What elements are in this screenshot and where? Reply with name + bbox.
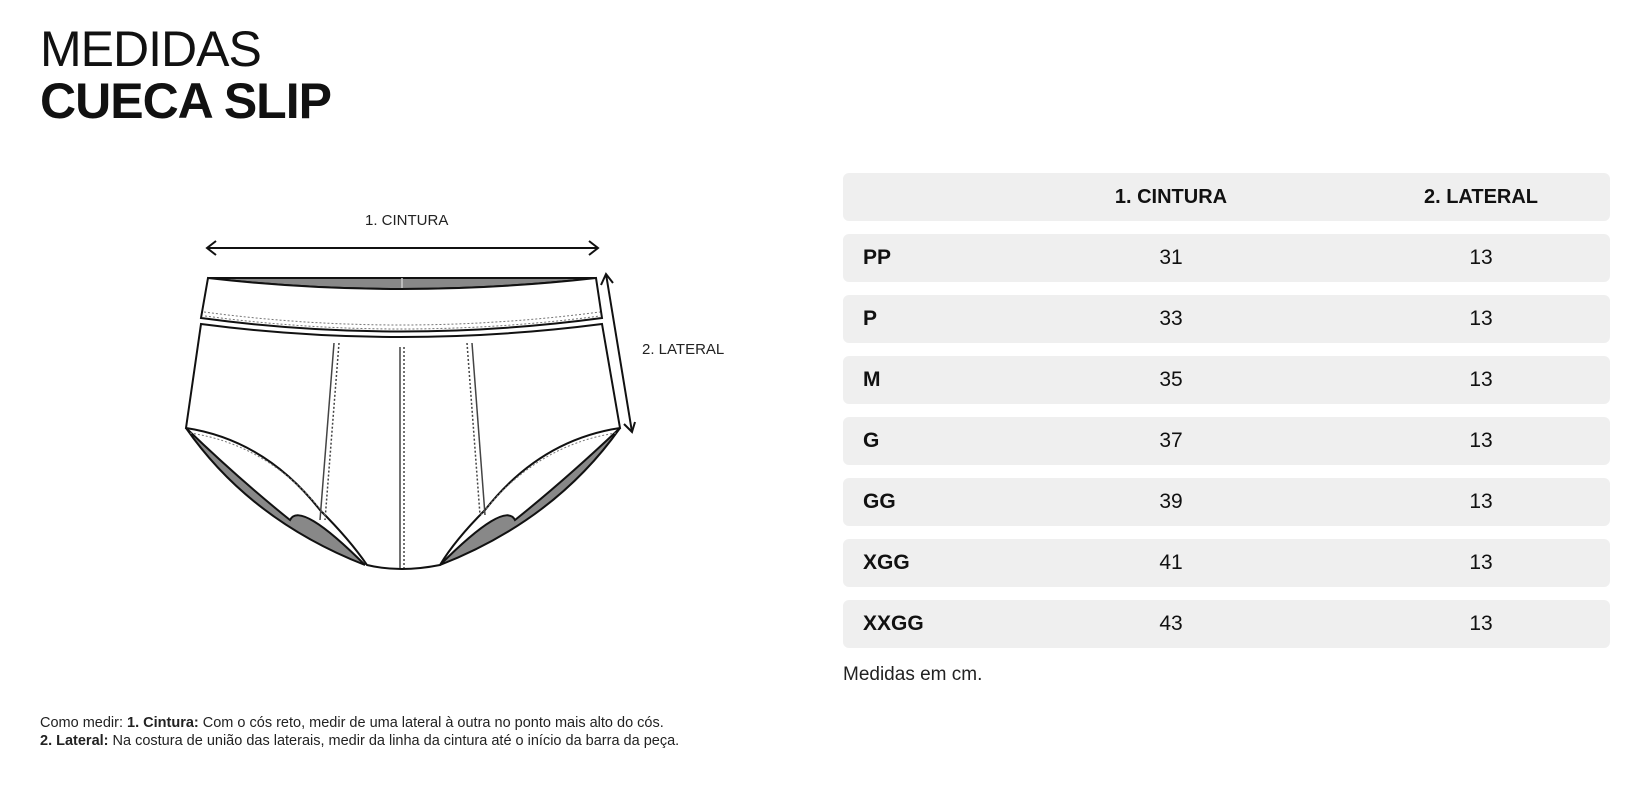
table-row: [843, 417, 1610, 465]
cintura-value: 41: [1159, 551, 1183, 574]
table-row: [843, 234, 1610, 282]
lateral-value: 13: [1469, 551, 1493, 574]
size-label: XXGG: [863, 612, 924, 635]
size-label: PP: [863, 246, 892, 269]
instruction-text-lateral: Na costura de união das laterais, medir da linha da cintura até o início da barra da peça.: [108, 733, 680, 749]
lateral-value: 13: [1469, 612, 1493, 635]
cintura-value: 35: [1159, 368, 1183, 391]
cintura-arrow-icon: [207, 241, 598, 255]
table-row: [843, 539, 1610, 587]
size-label: P: [863, 307, 878, 330]
lateral-value: 13: [1469, 429, 1493, 452]
table-row: [843, 356, 1610, 404]
cintura-value: 33: [1159, 307, 1183, 330]
page-title-medidas: MEDIDAS: [40, 21, 261, 77]
lateral-value: 13: [1469, 490, 1493, 513]
units-note: Medidas em cm.: [843, 664, 983, 685]
size-label: GG: [863, 490, 896, 513]
diagram-label-cintura: 1. CINTURA: [365, 212, 449, 229]
lateral-value: 13: [1469, 307, 1493, 330]
column-header-lateral: 2. LATERAL: [1423, 186, 1539, 208]
table-row: [843, 295, 1610, 343]
size-label: G: [863, 429, 880, 452]
column-header-cintura: 1. CINTURA: [1114, 186, 1228, 208]
cintura-value: 39: [1159, 490, 1183, 513]
instruction-term-cintura: 1. Cintura:: [127, 715, 199, 731]
instruction-term-lateral: 2. Lateral:: [40, 733, 109, 749]
lateral-value: 13: [1469, 246, 1493, 269]
table-row: [843, 600, 1610, 648]
size-label: XGG: [863, 551, 910, 574]
table-header-row: [843, 173, 1610, 221]
size-label: M: [863, 368, 881, 391]
instruction-prefix: Como medir:: [40, 715, 128, 731]
cintura-value: 37: [1159, 429, 1183, 452]
size-table: [843, 173, 1610, 661]
page-title-product: CUECA SLIP: [40, 73, 331, 129]
cintura-value: 43: [1159, 612, 1183, 635]
cintura-value: 31: [1159, 246, 1183, 269]
briefs-garment-icon: [170, 200, 730, 600]
table-row: [843, 478, 1610, 526]
lateral-value: 13: [1469, 368, 1493, 391]
measuring-instructions: [40, 714, 679, 750]
instruction-line-lateral: [40, 732, 679, 750]
instruction-line-cintura: [40, 714, 679, 732]
diagram-label-lateral: 2. LATERAL: [642, 341, 725, 358]
instruction-text-cintura: Com o cós reto, medir de uma lateral à outra no ponto mais alto do cós.: [198, 715, 664, 731]
